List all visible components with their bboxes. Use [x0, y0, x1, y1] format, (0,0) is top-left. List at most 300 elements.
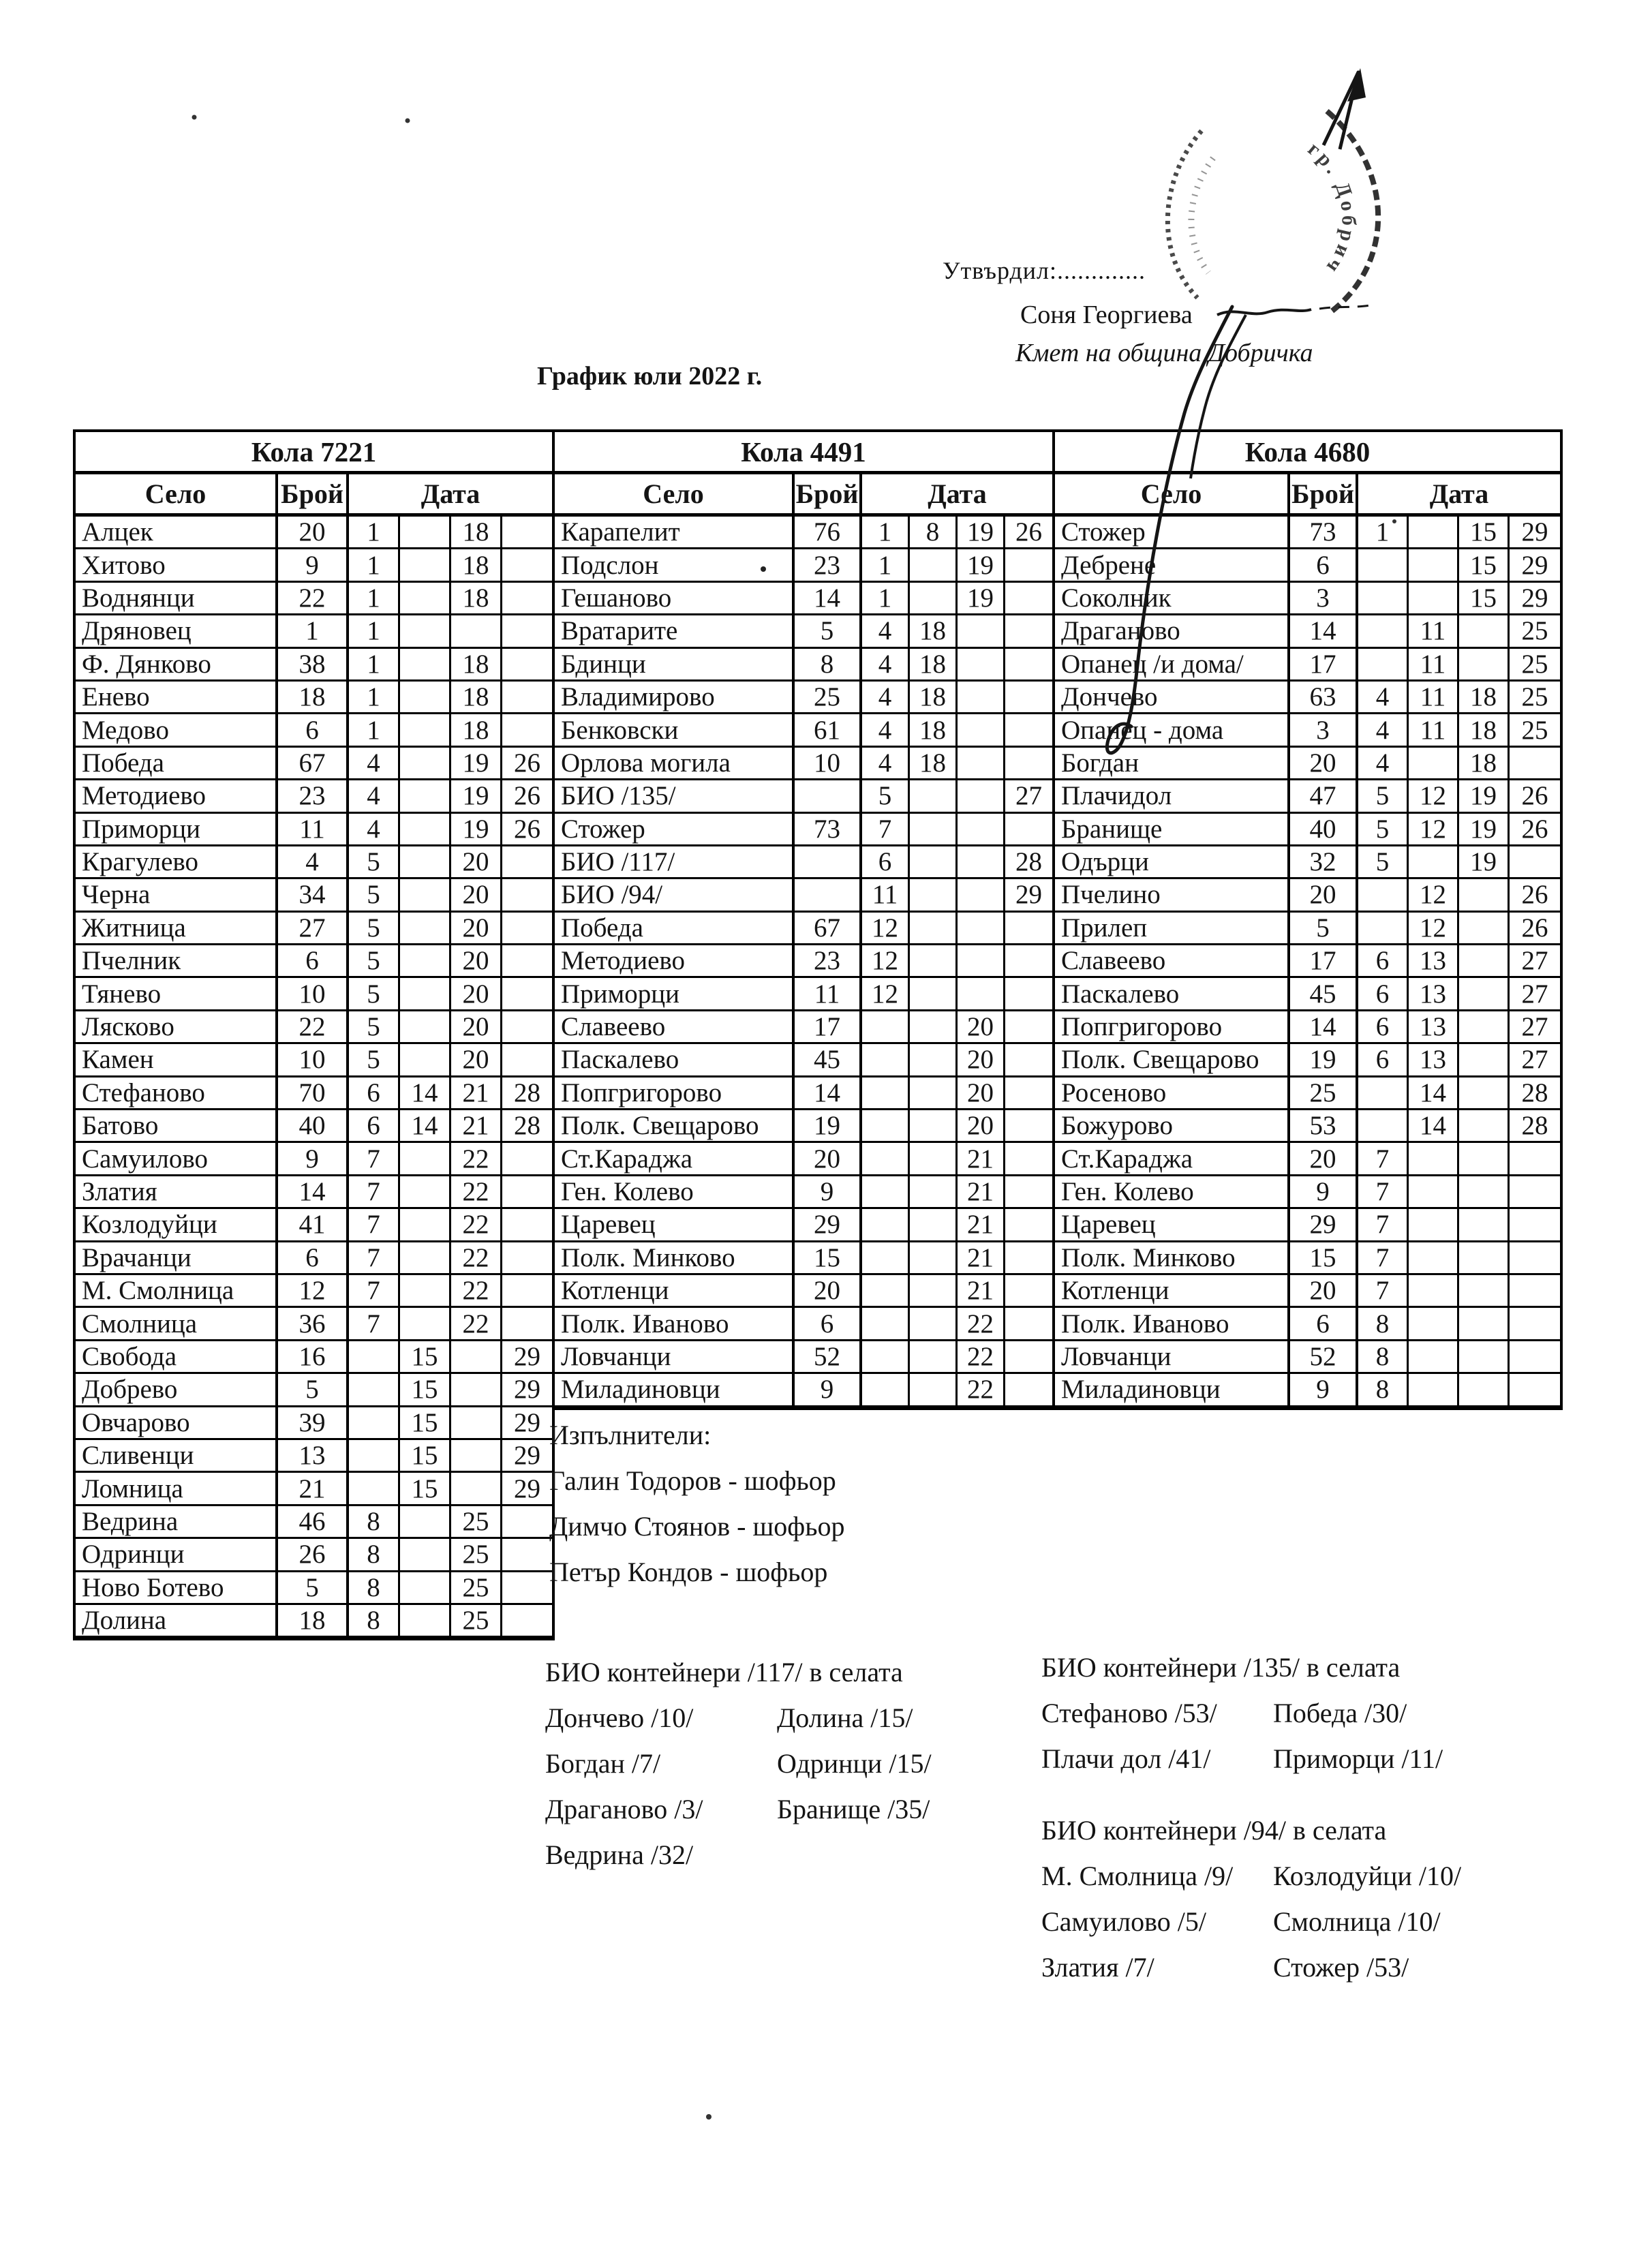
date-cell: 20 — [958, 1110, 1005, 1143]
date-cell: 26 — [1510, 780, 1560, 813]
table-row — [555, 913, 1052, 945]
date-cell: 15 — [400, 1374, 451, 1407]
village-cell: Приморци — [555, 978, 795, 1011]
date-cell: 28 — [502, 1077, 552, 1110]
count-cell: 40 — [278, 1110, 349, 1143]
village-cell: Крагулево — [76, 846, 278, 879]
date-cell — [910, 1275, 958, 1308]
date-cell: 8 — [1358, 1374, 1409, 1407]
count-cell — [795, 879, 862, 912]
date-cell — [910, 879, 958, 912]
date-cell — [400, 1506, 451, 1539]
date-cell — [1005, 978, 1052, 1011]
date-cell — [349, 1407, 400, 1440]
date-cell: 5 — [1358, 814, 1409, 846]
date-cell: 20 — [451, 945, 502, 978]
count-cell: 40 — [1290, 814, 1358, 846]
approver-job-title: Кмет на община Добричка — [1015, 339, 1313, 367]
note-cell: Богдан /7/ — [545, 1748, 661, 1779]
count-cell: 53 — [1290, 1110, 1358, 1143]
date-cell — [502, 517, 552, 549]
date-cell — [862, 1176, 910, 1209]
date-cell — [502, 978, 552, 1011]
village-cell: Пчелник — [76, 945, 278, 978]
stamp-left-inner-arc-icon — [1191, 158, 1213, 273]
table-row — [555, 1374, 1052, 1407]
col-header-date: Дата — [928, 478, 987, 509]
date-cell: 19 — [451, 780, 502, 813]
date-cell — [910, 1308, 958, 1341]
table-row — [76, 1572, 552, 1605]
table-row — [1055, 945, 1560, 978]
count-cell: 76 — [795, 517, 862, 549]
count-cell: 6 — [278, 945, 349, 978]
signature-spike-icon — [1324, 72, 1358, 149]
date-cell: 8 — [910, 517, 958, 549]
count-cell: 6 — [278, 1242, 349, 1275]
date-cell — [502, 1209, 552, 1242]
table-row — [555, 517, 1052, 549]
date-cell: 20 — [958, 1011, 1005, 1044]
count-cell: 23 — [278, 780, 349, 813]
table-row — [76, 978, 552, 1011]
village-cell: Самуилово — [76, 1143, 278, 1176]
date-cell: 26 — [1510, 814, 1560, 846]
date-cell — [1409, 1176, 1459, 1209]
count-cell: 4 — [278, 846, 349, 879]
date-cell — [910, 1374, 958, 1407]
count-cell: 21 — [278, 1473, 349, 1505]
table-row — [1055, 1110, 1560, 1143]
date-cell — [400, 978, 451, 1011]
date-cell: 29 — [502, 1374, 552, 1407]
date-cell — [1005, 1176, 1052, 1209]
date-cell — [910, 1176, 958, 1209]
date-cell: 26 — [502, 748, 552, 780]
executor-item: Галин Тодоров - шофьор — [549, 1465, 836, 1496]
date-cell — [1459, 1341, 1510, 1374]
date-cell — [502, 1506, 552, 1539]
count-cell: 17 — [1290, 649, 1358, 682]
count-cell: 20 — [1290, 1143, 1358, 1176]
village-cell: Соколник — [1055, 583, 1290, 615]
date-cell — [349, 1440, 400, 1473]
signature-tip-icon — [1347, 68, 1366, 102]
date-cell — [1005, 1308, 1052, 1341]
date-cell — [1005, 1209, 1052, 1242]
date-cell — [502, 1011, 552, 1044]
table-row — [76, 945, 552, 978]
date-cell — [400, 879, 451, 912]
date-cell: 27 — [1510, 945, 1560, 978]
date-cell — [502, 1143, 552, 1176]
date-cell — [910, 1011, 958, 1044]
village-cell: БИО /117/ — [555, 846, 795, 879]
count-cell: 23 — [795, 945, 862, 978]
date-cell — [862, 1242, 910, 1275]
count-cell: 63 — [1290, 682, 1358, 714]
date-cell: 4 — [862, 748, 910, 780]
date-cell — [400, 714, 451, 747]
village-cell: Дряновец — [76, 615, 278, 648]
village-cell: Бранище — [1055, 814, 1290, 846]
village-cell: Врачанци — [76, 1242, 278, 1275]
bio-containers-94-note — [1041, 1807, 1461, 1990]
date-cell — [451, 615, 502, 648]
date-cell — [349, 1374, 400, 1407]
table-section-kola-7221 — [73, 429, 555, 1640]
executor-item: Димчо Стоянов - шофьор — [549, 1511, 845, 1542]
note-row — [545, 1786, 932, 1832]
table-row — [555, 1044, 1052, 1077]
date-cell — [958, 649, 1005, 682]
date-cell — [502, 1044, 552, 1077]
count-cell: 9 — [1290, 1374, 1358, 1407]
note-cell: Долина /15/ — [777, 1702, 913, 1733]
count-cell: 17 — [795, 1011, 862, 1044]
village-cell: Ловчанци — [1055, 1341, 1290, 1374]
table-row — [1055, 879, 1560, 912]
village-cell: Смолница — [76, 1308, 278, 1341]
date-cell — [502, 1176, 552, 1209]
date-cell — [1459, 879, 1510, 912]
table-row — [555, 1110, 1052, 1143]
col-header-count: Брой — [278, 474, 349, 513]
note-row — [1041, 1690, 1443, 1736]
village-cell: Ново Ботево — [76, 1572, 278, 1605]
village-cell: М. Смолница — [76, 1275, 278, 1308]
date-cell: 12 — [862, 945, 910, 978]
date-cell — [1510, 1176, 1560, 1209]
date-cell: 5 — [349, 913, 400, 945]
date-cell: 15 — [1459, 549, 1510, 582]
count-cell: 45 — [795, 1044, 862, 1077]
count-cell: 27 — [278, 913, 349, 945]
table-section-kola-4680 — [1052, 429, 1563, 1410]
date-cell — [910, 814, 958, 846]
table-row — [1055, 748, 1560, 780]
table-row — [1055, 846, 1560, 879]
date-cell: 29 — [1005, 879, 1052, 912]
date-cell: 4 — [1358, 682, 1409, 714]
date-cell — [502, 1572, 552, 1605]
date-cell: 22 — [451, 1275, 502, 1308]
village-cell: Славеево — [555, 1011, 795, 1044]
date-cell — [862, 1143, 910, 1176]
count-cell: 14 — [795, 1077, 862, 1110]
count-cell: 67 — [795, 913, 862, 945]
note-cell: Златия /7/ — [1041, 1952, 1154, 1983]
table-row — [1055, 1275, 1560, 1308]
table-row — [76, 649, 552, 682]
count-cell: 5 — [795, 615, 862, 648]
table-row — [76, 682, 552, 714]
date-cell — [1005, 945, 1052, 978]
date-cell: 8 — [1358, 1341, 1409, 1374]
date-cell: 4 — [862, 615, 910, 648]
date-cell — [1409, 1308, 1459, 1341]
date-cell: 22 — [451, 1308, 502, 1341]
date-cell: 4 — [862, 649, 910, 682]
date-cell — [1005, 682, 1052, 714]
date-cell — [1459, 1044, 1510, 1077]
date-cell: 5 — [349, 1011, 400, 1044]
note-cell: Приморци /11/ — [1273, 1743, 1443, 1774]
date-cell — [1459, 1374, 1510, 1407]
date-cell — [400, 1275, 451, 1308]
village-cell: Тянево — [76, 978, 278, 1011]
date-cell: 13 — [1409, 945, 1459, 978]
date-cell: 12 — [862, 978, 910, 1011]
date-cell: 29 — [502, 1341, 552, 1374]
date-cell: 25 — [451, 1539, 502, 1572]
table-row — [555, 1077, 1052, 1110]
col-header-village: Село — [555, 474, 795, 513]
date-cell — [862, 1308, 910, 1341]
note-row — [1041, 1944, 1461, 1990]
date-cell — [1459, 615, 1510, 648]
date-cell — [910, 1209, 958, 1242]
date-cell — [1510, 846, 1560, 879]
table-row — [555, 846, 1052, 879]
date-cell — [502, 549, 552, 582]
village-cell: Ген. Колево — [555, 1176, 795, 1209]
date-cell: 18 — [910, 682, 958, 714]
table-row — [555, 682, 1052, 714]
ink-speck — [406, 119, 410, 123]
count-cell: 10 — [795, 748, 862, 780]
date-cell — [910, 549, 958, 582]
count-cell: 36 — [278, 1308, 349, 1341]
table-row — [555, 780, 1052, 813]
village-cell: Овчарово — [76, 1407, 278, 1440]
table-row — [555, 615, 1052, 648]
village-cell: Стефаново — [76, 1077, 278, 1110]
col-header-date: Дата — [420, 478, 480, 509]
date-cell: 11 — [1409, 649, 1459, 682]
date-cell — [400, 1176, 451, 1209]
table-row — [1055, 1242, 1560, 1275]
date-cell: 22 — [451, 1143, 502, 1176]
table-row — [555, 549, 1052, 582]
table-row — [76, 1077, 552, 1110]
table-row — [76, 1605, 552, 1638]
date-cell — [1409, 517, 1459, 549]
date-cell: 7 — [1358, 1275, 1409, 1308]
table-row — [1055, 814, 1560, 846]
table-row — [76, 1440, 552, 1473]
table-row — [1055, 549, 1560, 582]
date-cell — [400, 517, 451, 549]
date-cell: 29 — [502, 1440, 552, 1473]
date-cell — [1510, 1143, 1560, 1176]
note-cell: Ведрина /32/ — [545, 1839, 694, 1870]
date-cell: 7 — [1358, 1242, 1409, 1275]
table-row — [555, 1341, 1052, 1374]
date-cell: 14 — [400, 1077, 451, 1110]
date-cell: 6 — [349, 1077, 400, 1110]
village-cell: Ст.Караджа — [555, 1143, 795, 1176]
date-cell: 20 — [958, 1077, 1005, 1110]
count-cell: 23 — [795, 549, 862, 582]
table-row — [76, 1110, 552, 1143]
date-cell: 25 — [451, 1506, 502, 1539]
date-cell — [1409, 846, 1459, 879]
table-row — [76, 879, 552, 912]
date-cell: 20 — [451, 1044, 502, 1077]
date-cell — [400, 682, 451, 714]
date-cell: 26 — [1510, 879, 1560, 912]
village-cell: Алцек — [76, 517, 278, 549]
village-cell: Козлодуйци — [76, 1209, 278, 1242]
count-cell: 14 — [1290, 1011, 1358, 1044]
date-cell — [958, 814, 1005, 846]
date-cell: 29 — [1510, 583, 1560, 615]
date-cell — [1409, 1143, 1459, 1176]
table-row — [76, 1308, 552, 1341]
date-cell: 29 — [502, 1407, 552, 1440]
date-cell — [400, 1605, 451, 1638]
count-cell: 29 — [795, 1209, 862, 1242]
rows — [1055, 517, 1560, 1407]
date-cell: 20 — [451, 879, 502, 912]
approver-name: Соня Георгиева — [1020, 301, 1193, 329]
village-cell: Дончево — [1055, 682, 1290, 714]
date-cell — [400, 748, 451, 780]
village-cell: Божурово — [1055, 1110, 1290, 1143]
date-cell — [958, 846, 1005, 879]
table-row — [76, 1506, 552, 1539]
table-row — [555, 945, 1052, 978]
date-cell — [862, 1341, 910, 1374]
count-cell: 6 — [278, 714, 349, 747]
village-cell: Долина — [76, 1605, 278, 1638]
village-cell: Медово — [76, 714, 278, 747]
village-cell: Методиево — [76, 780, 278, 813]
date-cell — [502, 1275, 552, 1308]
date-cell — [451, 1341, 502, 1374]
village-cell: Полк. Минково — [1055, 1242, 1290, 1275]
date-cell: 11 — [1409, 714, 1459, 747]
date-cell — [910, 913, 958, 945]
note-cell: Самуилово /5/ — [1041, 1906, 1206, 1937]
date-cell — [1510, 1308, 1560, 1341]
executors-block — [549, 1412, 844, 1595]
date-cell: 1 — [349, 517, 400, 549]
date-cell — [862, 1275, 910, 1308]
village-cell: Стожер — [1055, 517, 1290, 549]
village-cell: Пчелино — [1055, 879, 1290, 912]
date-cell — [910, 1341, 958, 1374]
date-cell — [1005, 1110, 1052, 1143]
count-cell: 20 — [1290, 879, 1358, 912]
date-cell: 22 — [958, 1341, 1005, 1374]
date-cell: 22 — [451, 1209, 502, 1242]
date-cell — [1459, 1275, 1510, 1308]
date-cell: 8 — [349, 1605, 400, 1638]
note-row — [1041, 1899, 1461, 1944]
village-cell: Сливенци — [76, 1440, 278, 1473]
date-cell — [1459, 1077, 1510, 1110]
date-cell: 6 — [1358, 1044, 1409, 1077]
count-cell: 19 — [795, 1110, 862, 1143]
date-cell: 18 — [451, 549, 502, 582]
date-cell — [958, 913, 1005, 945]
date-cell: 12 — [1409, 879, 1459, 912]
date-cell: 12 — [1409, 913, 1459, 945]
village-cell: Победа — [76, 748, 278, 780]
date-cell: 7 — [349, 1209, 400, 1242]
date-cell: 4 — [1358, 714, 1409, 747]
table-row — [76, 1143, 552, 1176]
table-row — [76, 748, 552, 780]
date-cell: 4 — [349, 780, 400, 813]
date-cell: 20 — [451, 1011, 502, 1044]
table-row — [76, 913, 552, 945]
date-cell: 18 — [1459, 748, 1510, 780]
count-cell: 32 — [1290, 846, 1358, 879]
date-cell — [1409, 748, 1459, 780]
date-cell — [1005, 549, 1052, 582]
count-cell: 39 — [278, 1407, 349, 1440]
date-cell: 4 — [862, 682, 910, 714]
table-row — [76, 714, 552, 747]
count-cell: 14 — [795, 583, 862, 615]
village-cell: Свобода — [76, 1341, 278, 1374]
date-cell — [1510, 748, 1560, 780]
date-cell — [502, 1242, 552, 1275]
village-cell: Паскалево — [555, 1044, 795, 1077]
date-cell: 21 — [958, 1143, 1005, 1176]
count-cell: 9 — [795, 1176, 862, 1209]
date-cell: 7 — [1358, 1176, 1409, 1209]
rows — [76, 517, 552, 1638]
date-cell: 25 — [451, 1605, 502, 1638]
count-cell: 73 — [1290, 517, 1358, 549]
count-cell: 15 — [1290, 1242, 1358, 1275]
date-cell — [1409, 549, 1459, 582]
col-header-date: Дата — [1429, 478, 1489, 509]
date-cell — [910, 1077, 958, 1110]
count-cell: 38 — [278, 649, 349, 682]
date-cell: 7 — [349, 1275, 400, 1308]
table-row — [555, 714, 1052, 747]
table-row — [555, 1242, 1052, 1275]
count-cell: 22 — [278, 583, 349, 615]
date-cell — [1409, 1275, 1459, 1308]
village-cell: Ст.Караджа — [1055, 1143, 1290, 1176]
date-cell: 25 — [1510, 682, 1560, 714]
date-cell — [1459, 1209, 1510, 1242]
date-cell: 1 — [349, 649, 400, 682]
date-cell: 15 — [400, 1473, 451, 1505]
date-cell: 7 — [1358, 1209, 1409, 1242]
page-title: График юли 2022 г. — [537, 362, 763, 391]
count-cell: 47 — [1290, 780, 1358, 813]
count-cell: 26 — [278, 1539, 349, 1572]
note-cell: Дончево /10/ — [545, 1702, 694, 1733]
count-cell: 61 — [795, 714, 862, 747]
count-cell: 25 — [795, 682, 862, 714]
date-cell: 15 — [400, 1341, 451, 1374]
table-row — [76, 1275, 552, 1308]
count-cell: 17 — [1290, 945, 1358, 978]
stamp-text: гр. Добрич — [1303, 137, 1360, 280]
date-cell — [502, 615, 552, 648]
date-cell: 21 — [958, 1176, 1005, 1209]
village-cell: Гешаново — [555, 583, 795, 615]
date-cell — [910, 846, 958, 879]
